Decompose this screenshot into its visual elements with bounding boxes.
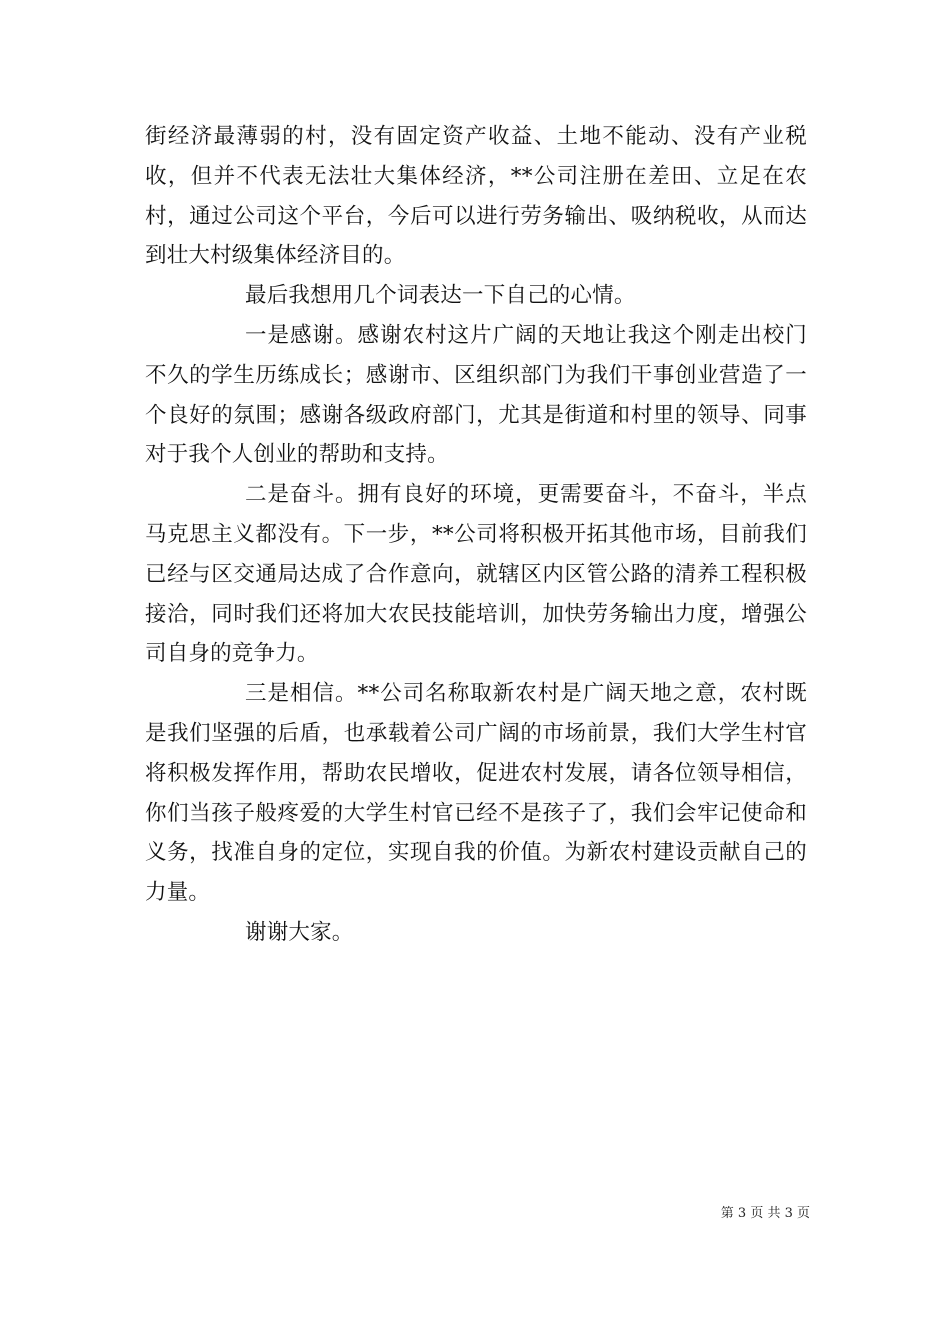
paragraph-intro-feelings: 最后我想用几个词表达一下自己的心情。: [245, 283, 636, 309]
document-body: [145, 117, 807, 953]
paragraph-continuation: 街经济最薄弱的村，没有固定资产收益、土地不能动、没有产业税收，但并不代表无法壮大集体经济，**公司注册在差田、立足在农村，通过公司这个平台，今后可以进行劳务输出、吸纳税收，从而达到壮大村级集体经济目的。: [145, 124, 807, 269]
paragraph-thanks: 一是感谢。感谢农村这片广阔的天地让我这个刚走出校门不久的学生历练成长；感谢市、区组织部门为我们干事创业营造了一个良好的氛围；感谢各级政府部门，尤其是街道和村里的领导、同事对于我个人创业的帮助和支持。: [145, 322, 807, 468]
page-number-footer: 第 3 页 共 3 页: [720, 1206, 810, 1221]
paragraph-closing: 谢谢大家。: [245, 919, 354, 945]
paragraph-believe: 三是相信。**公司名称取新农村是广阔天地之意，农村既是我们坚强的后盾，也承载着公司广阔的市场前景，我们大学生村官将积极发挥作用，帮助农民增收，促进农村发展，请各位领导相信，你们当孩子般疼爱的大学生村官已经不是孩子了，我们会牢记使命和义务，找准自身的定位，实现自我的价值。为新农村建设贡献自己的力量。: [145, 681, 807, 906]
paragraph-struggle: 二是奋斗。拥有良好的环境，更需要奋斗，不奋斗，半点马克思主义都没有。下一步，**公司将积极开拓其他市场，目前我们已经与区交通局达成了合作意向，就辖区内区管公路的清养工程积极接洽，同时我们还将加大农民技能培训，加快劳务输出力度，增强公司自身的竞争力。: [145, 482, 807, 667]
